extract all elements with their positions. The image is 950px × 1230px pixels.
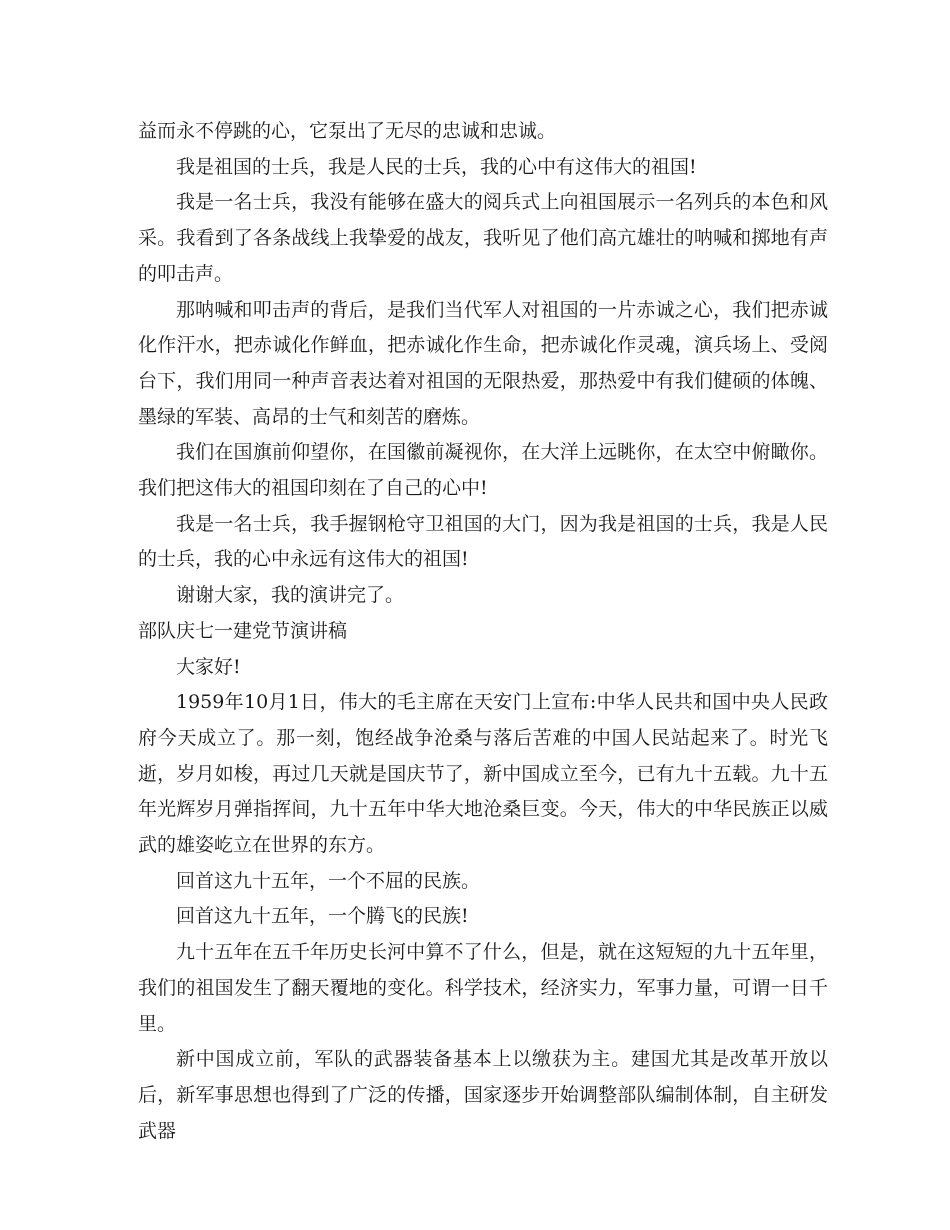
paragraph: 新中国成立前，军队的武器装备基本上以缴获为主。建国尤其是改革开放以后，新军事思想也得到了广泛的传播，国家逐步开始调整部队编制体制，自主研发武器 [138, 1048, 828, 1142]
paragraph: 我们在国旗前仰望你，在国徽前凝视你，在大洋上远眺你，在太空中俯瞰你。我们把这伟大的祖国印刻在了自己的心中! [138, 441, 828, 500]
greeting: 大家好! [176, 655, 241, 678]
paragraph: 谢谢大家，我的演讲完了。 [176, 584, 405, 607]
paragraph: 那呐喊和叩击声的背后，是我们当代军人对祖国的一片赤诚之心，我们把赤诚化作汗水，把赤诚化作鲜血，把赤诚化作生命，把赤诚化作灵魂，演兵场上、受阅台下，我们用同一种声音表达着对祖国的无限热爱，那热爱中有我们健硕的体魄、墨绿的军装、高昂的士气和刻苦的磨炼。 [138, 298, 828, 428]
paragraph: 我是一名士兵，我手握钢枪守卫祖国的大门，因为我是祖国的士兵，我是人民的士兵，我的心中永远有这伟大的祖国! [138, 512, 828, 571]
paragraph-continuation: 益而永不停跳的心，它泵出了无尽的忠诚和忠诚。 [138, 120, 557, 142]
document-body [138, 114, 828, 1149]
paragraph: 九十五年在五千年历史长河中算不了什么，但是，就在这短短的九十五年里，我们的祖国发生了翻天覆地的变化。科学技术，经济实力，军事力量，可谓一日千里。 [138, 941, 828, 1035]
paragraph: 我是祖国的士兵，我是人民的士兵，我的心中有这伟大的祖国! [176, 155, 697, 178]
paragraph: 回首这九十五年，一个不屈的民族。 [176, 869, 481, 892]
paragraph: 1959年10月1日，伟大的毛主席在天安门上宣布:中华人民共和国中央人民政府今天成立了。那一刻，饱经战争沧桑与落后苦难的中国人民站起来了。时光飞逝，岁月如梭，再过几天就是国庆节了，新中国成立至今，已有九十五载。九十五年光辉岁月弹指挥间，九十五年中华大地沧桑巨变。今天，伟大的中华民族正以威武的雄姿屹立在世界的东方。 [138, 691, 828, 857]
paragraph: 回首这九十五年，一个腾飞的民族! [176, 905, 469, 928]
section-title: 部队庆七一建党节演讲稿 [138, 619, 348, 642]
paragraph: 我是一名士兵，我没有能够在盛大的阅兵式上向祖国展示一名列兵的本色和风采。我看到了各条战线上我挚爱的战友，我听见了他们高亢雄壮的呐喊和掷地有声的叩击声。 [138, 191, 828, 285]
